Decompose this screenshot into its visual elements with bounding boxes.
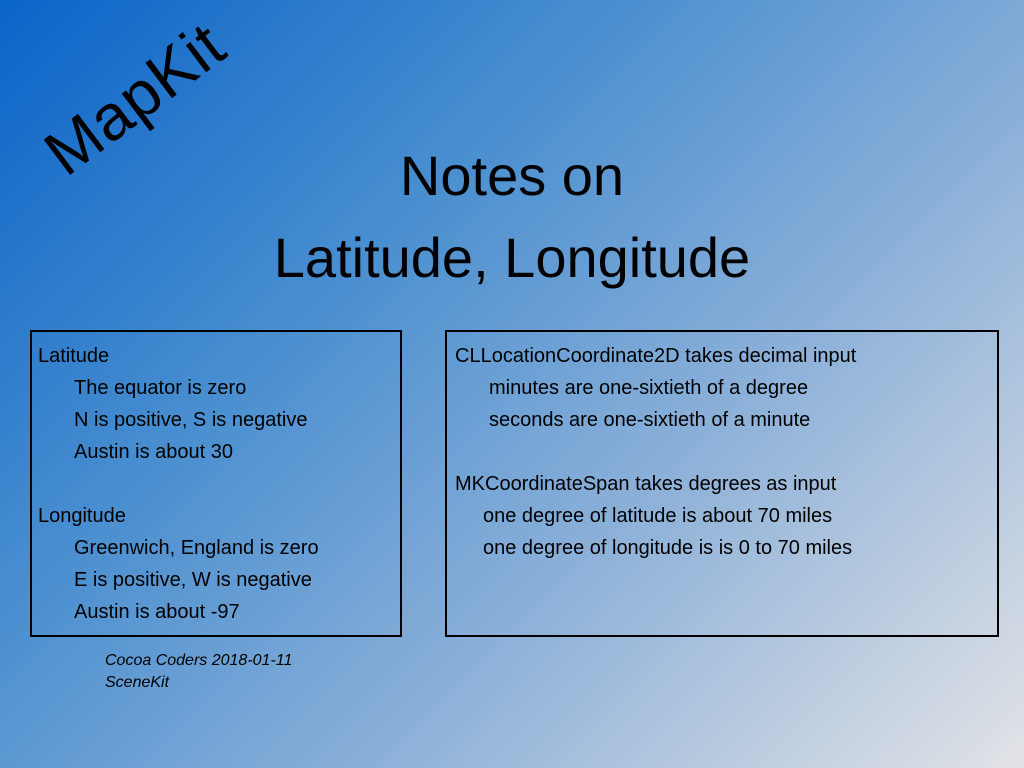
latitude-longitude-box bbox=[30, 330, 402, 637]
coordinate-heading: CLLocationCoordinate2D takes decimal input bbox=[455, 345, 857, 367]
spacer bbox=[455, 436, 997, 468]
footer-line1: Cocoa Coders 2018-01-11 bbox=[105, 652, 293, 669]
latitude-note: Austin is about 30 bbox=[74, 441, 233, 463]
longitude-note: E is positive, W is negative bbox=[74, 569, 312, 591]
span-note: one degree of latitude is about 70 miles bbox=[483, 505, 833, 527]
longitude-heading: Longitude bbox=[38, 505, 126, 527]
mapkit-rotated-label: MapKit bbox=[31, 8, 239, 190]
latitude-note: The equator is zero bbox=[74, 377, 247, 399]
slide-title-line1: Notes on bbox=[399, 144, 625, 207]
latitude-note: N is positive, S is negative bbox=[74, 409, 308, 431]
footer-credit bbox=[105, 650, 292, 694]
longitude-note: Greenwich, England is zero bbox=[74, 537, 319, 559]
coordinate-note: seconds are one-sixtieth of a minute bbox=[489, 409, 811, 431]
span-note: one degree of longitude is is 0 to 70 miles bbox=[483, 537, 853, 559]
mapkit-api-box bbox=[445, 330, 999, 637]
coordinate-note: minutes are one-sixtieth of a degree bbox=[489, 377, 809, 399]
latitude-heading: Latitude bbox=[38, 345, 110, 367]
footer-line2: SceneKit bbox=[105, 674, 170, 691]
longitude-note: Austin is about -97 bbox=[74, 601, 240, 623]
spacer bbox=[38, 468, 400, 500]
span-heading: MKCoordinateSpan takes degrees as input bbox=[455, 473, 837, 495]
slide-title-line2: Latitude, Longitude bbox=[273, 226, 751, 289]
